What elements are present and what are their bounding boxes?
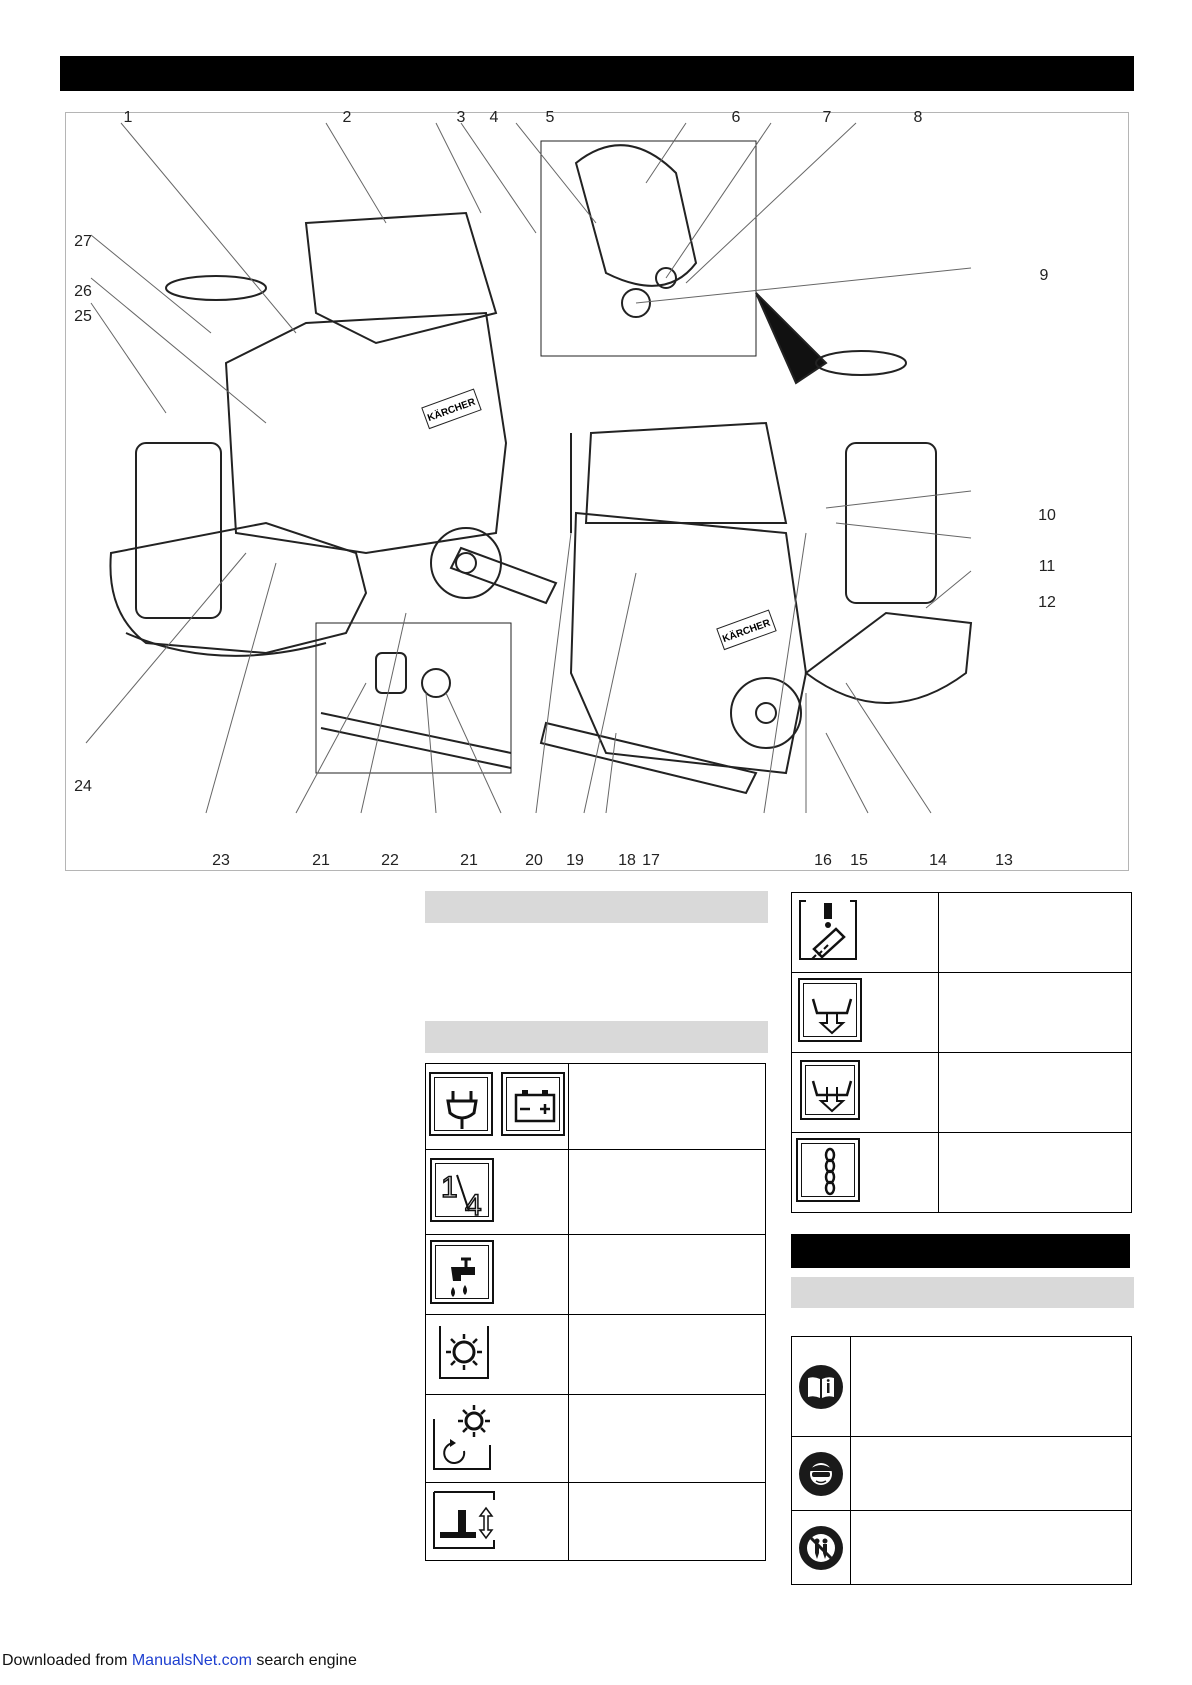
one-quarter-icon [430,1158,494,1222]
right-steering-wheel [816,351,906,375]
subsection-bar-2 [425,1021,768,1053]
safety-symbols-table [791,1336,1132,1585]
callout-25: 25 [74,308,92,325]
symbol-description [569,1150,766,1235]
callout-2: 2 [342,109,352,126]
right-machine-body [571,513,806,773]
symbol-description [569,1064,766,1150]
brush-head-warning-icon [796,897,866,963]
chain-icon [796,1138,860,1202]
left-machine-body [226,313,506,553]
callout-10: 10 [1038,507,1056,524]
callout-4: 4 [489,109,499,126]
footer-prefix: Downloaded from [2,1652,132,1669]
callout-19: 19 [566,852,584,869]
tank-drain-icon [798,978,862,1042]
plug-icon [429,1072,493,1136]
symbol-description [939,893,1132,973]
symbol-description [851,1337,1132,1437]
right-wheel [731,678,801,748]
right-machine-column [846,443,936,603]
device-drawing [66,113,1130,872]
brand-plate-right: KÄRCHER [721,617,772,646]
section-header-bar-right [791,1234,1130,1268]
svg-text:4: 4 [465,1188,482,1221]
footer-suffix: search engine [251,1652,357,1669]
symbol-cell [792,1133,939,1213]
callout-15: 15 [850,852,868,869]
squeegee-lift-icon [430,1486,504,1552]
callout-27: 27 [74,233,92,250]
svg-text:1: 1 [441,1170,458,1204]
water-tap-icon [430,1240,494,1304]
callout-6: 6 [731,109,741,126]
callout-18: 18 [618,852,636,869]
symbol-cell [792,893,939,973]
symbol-description [939,1053,1132,1133]
callout-22: 22 [381,852,399,869]
callout-16: 16 [814,852,832,869]
inset-steering-detail [541,141,756,356]
symbol-description [939,973,1132,1053]
callout-1: 1 [123,109,133,126]
callout-21b: 21 [312,852,330,869]
symbol-cell [792,1053,939,1133]
symbols-table-right [791,892,1132,1213]
subsection-bar-1 [425,891,768,923]
symbol-cell [426,1395,569,1483]
left-machine-tank [306,213,496,343]
symbol-description [569,1315,766,1395]
leader-lines [86,123,971,813]
symbol-description [851,1437,1132,1511]
device-illustration [65,109,1129,871]
read-manual-icon [799,1365,843,1409]
callout-7: 7 [822,109,832,126]
right-machine-tank [586,423,786,523]
no-children-icon [799,1526,843,1570]
symbol-description [569,1483,766,1561]
brand-plate-left: KÄRCHER [426,396,477,425]
symbol-cell [426,1064,569,1150]
callout-13: 13 [995,852,1013,869]
brush-icon [434,1322,494,1382]
symbol-cell [792,1511,851,1585]
symbol-cell [792,1437,851,1511]
left-machine-base [110,523,366,653]
tank-drain-alt-icon [800,1060,860,1120]
callout-14: 14 [929,852,947,869]
callout-5: 5 [545,109,555,126]
callout-17: 17 [642,852,660,869]
symbol-description [569,1395,766,1483]
manualsnet-link[interactable]: ManualsNet.com [131,1652,252,1669]
symbol-cell [426,1235,569,1315]
section-header-bar [60,56,1134,91]
callout-23: 23 [212,852,230,869]
symbol-cell [792,1337,851,1437]
callout-9: 9 [1039,267,1049,284]
inset-drain-detail [316,623,511,773]
symbol-description [851,1511,1132,1585]
symbol-cell [426,1315,569,1395]
symbols-table-left [425,1063,766,1561]
symbol-cell [426,1150,569,1235]
battery-icon [501,1072,565,1136]
subsection-bar-right [791,1277,1134,1308]
callout-21a: 21 [460,852,478,869]
callout-26: 26 [74,283,92,300]
callout-24: 24 [74,778,92,795]
callout-3: 3 [456,109,466,126]
symbol-description [569,1235,766,1315]
callout-11: 11 [1038,558,1056,575]
symbol-cell [792,973,939,1053]
symbol-description [939,1133,1132,1213]
callout-8: 8 [913,109,923,126]
symbol-cell [426,1483,569,1561]
brush-rotation-icon [430,1399,504,1473]
left-machine-column [136,443,221,618]
eye-protection-icon [799,1452,843,1496]
callout-20: 20 [525,852,543,869]
left-squeegee [451,548,556,603]
callout-12: 12 [1038,594,1056,611]
download-footer [2,1652,357,1670]
